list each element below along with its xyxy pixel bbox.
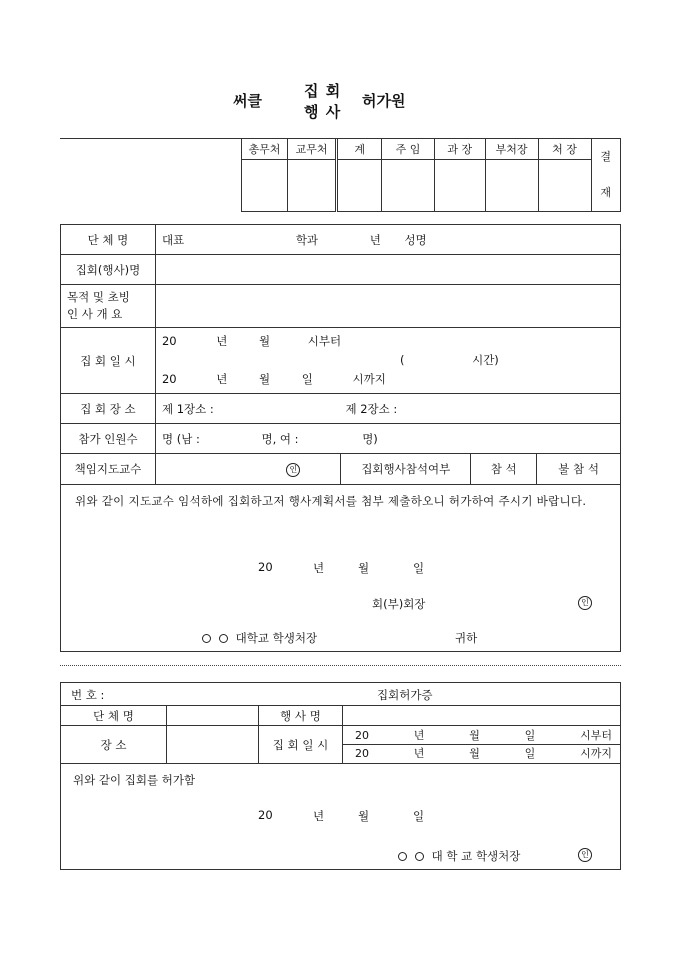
permit-org-field[interactable] — [167, 706, 259, 726]
dt-start-year: 년 — [216, 334, 228, 348]
professor-field[interactable] — [155, 454, 340, 485]
blank-circle — [219, 634, 228, 643]
permit-header-row — [61, 683, 621, 706]
place-label: 집 회 장 소 — [61, 394, 156, 424]
recipient-suffix: 귀하 — [455, 631, 478, 645]
approval-cell[interactable] — [337, 159, 382, 211]
approval-cell[interactable] — [242, 159, 288, 211]
datetime-label: 집 회 일 시 — [61, 328, 156, 394]
request-body — [61, 485, 621, 652]
approval-cell[interactable] — [434, 159, 485, 211]
dt-end-20: 20 — [161, 372, 177, 386]
approval-header: 교무처 — [287, 139, 336, 160]
attendees-label: 참가 인원수 — [61, 424, 156, 454]
dt-start-month: 월 — [259, 334, 271, 348]
title-bottom: 행 사 — [304, 103, 342, 121]
approval-side — [591, 139, 621, 212]
dt-end-month: 월 — [259, 372, 271, 386]
req-date-day: 일 — [413, 561, 425, 575]
permit-event-field[interactable] — [343, 706, 621, 726]
org-label: 단 체 명 — [61, 225, 156, 255]
permit-issuer — [394, 848, 520, 864]
approval-header: 주 임 — [382, 139, 435, 160]
permit-title: 집회허가증 — [377, 688, 433, 702]
title-suffix: 허가원 — [362, 92, 406, 110]
req-date-year: 년 — [313, 561, 325, 575]
req-date-month: 월 — [358, 561, 370, 575]
event-name-label: 집회(행사)명 — [61, 255, 156, 285]
approval-cell[interactable] — [382, 159, 435, 211]
event-name-field[interactable] — [155, 255, 620, 285]
permit-org-label: 단 체 명 — [61, 706, 167, 726]
approval-header: 과 장 — [434, 139, 485, 160]
request-text: 위와 같이 지도교수 임석하에 집회하고저 행사계획서를 첨부 제출하오니 허가하여 주시기 바랍니다. — [75, 494, 587, 508]
permit-issuer-label: 대 학 교 학생처장 — [431, 849, 521, 863]
pdt-r1-year: 년 — [413, 729, 425, 742]
attend-label: 집회행사참석여부 — [341, 454, 471, 485]
recipient — [198, 630, 317, 646]
president-label: 회(부)회장 — [372, 597, 426, 611]
approval-cell[interactable] — [485, 159, 538, 211]
blank-circle — [202, 634, 211, 643]
permit-event-label: 행 사 명 — [259, 706, 343, 726]
permit-number-label: 번 호 : — [71, 688, 105, 702]
pdt-r1-month: 월 — [469, 729, 480, 742]
permit-place-label: 장 소 — [61, 726, 167, 764]
permit-date-day: 일 — [413, 809, 425, 823]
purpose-field[interactable] — [155, 285, 620, 328]
cut-line — [60, 665, 621, 666]
application-table — [60, 224, 621, 652]
dt-end-year: 년 — [216, 372, 228, 386]
president-seal: 인 — [578, 596, 592, 610]
datetime-field[interactable] — [155, 328, 620, 394]
permit-date-month: 월 — [358, 809, 370, 823]
approval-cell[interactable] — [538, 159, 591, 211]
approval-side-bottom: 재 — [600, 186, 612, 199]
att-female: 명) — [362, 431, 378, 446]
att-male: 명, 여 : — [261, 431, 299, 446]
org-dept: 학과 — [295, 232, 319, 247]
dt-end-day: 일 — [301, 372, 313, 386]
permit-place-field[interactable] — [167, 726, 259, 764]
permit-date-year: 년 — [313, 809, 325, 823]
approval-header: 처 장 — [538, 139, 591, 160]
pdt-r2-year: 년 — [413, 747, 425, 760]
pdt-r2-20: 20 — [355, 747, 369, 760]
approval-side-top: 결 — [600, 150, 612, 163]
approval-table — [241, 138, 621, 212]
attendees-field[interactable] — [155, 424, 620, 454]
purpose-label-1: 목적 및 초빙 — [67, 290, 130, 304]
place-field[interactable] — [155, 394, 620, 424]
pdt-r2-day: 일 — [524, 747, 536, 760]
attend-yes[interactable]: 참 석 — [471, 454, 537, 485]
place-1: 제 1장소 : — [161, 401, 214, 416]
purpose-label — [61, 285, 156, 328]
org-name: 성명 — [404, 232, 427, 247]
req-date-20: 20 — [258, 560, 273, 574]
pdt-r1-20: 20 — [355, 729, 369, 742]
permit-seal: 인 — [578, 848, 592, 862]
permit-table — [60, 682, 621, 870]
approval-header: 부처장 — [485, 139, 538, 160]
attend-no[interactable]: 불 참 석 — [537, 454, 621, 485]
blank-circle — [415, 852, 424, 861]
approval-cell[interactable] — [287, 159, 336, 211]
pdt-r1-day: 일 — [524, 729, 536, 742]
permit-date-20: 20 — [258, 808, 273, 822]
dt-start-20: 20 — [161, 334, 177, 348]
dt-end-until: 시까지 — [352, 372, 386, 386]
dt-start-from: 시부터 — [307, 334, 342, 348]
approval-header: 계 — [337, 139, 382, 160]
permit-body — [61, 764, 621, 870]
seal-mark: 인 — [286, 463, 300, 477]
pdt-r2-month: 월 — [469, 747, 480, 760]
pdt-r2-until: 시까지 — [580, 747, 612, 760]
professor-label: 책임지도교수 — [61, 454, 156, 485]
dt-hours: 시간) — [472, 353, 499, 367]
permit-datetime-field[interactable] — [343, 726, 621, 764]
org-rep: 대표 — [161, 232, 185, 247]
title-prefix: 써클 — [233, 92, 262, 110]
dt-hours-open: ( — [399, 353, 405, 367]
permit-datetime-label: 집 회 일 시 — [259, 726, 343, 764]
place-2: 제 2장소 : — [345, 401, 398, 416]
permit-text: 위와 같이 집회를 허가함 — [73, 773, 196, 787]
purpose-label-2: 인 사 개 요 — [67, 307, 123, 321]
blank-circle — [398, 852, 407, 861]
recipient-prefix: 대학교 학생처장 — [235, 631, 318, 645]
approval-header: 총무처 — [242, 139, 288, 160]
title-top: 집 회 — [304, 82, 342, 100]
att-total: 명 (남 : — [161, 431, 200, 446]
org-field[interactable] — [155, 225, 620, 255]
org-year: 년 — [369, 232, 381, 247]
pdt-r1-from: 시부터 — [580, 729, 612, 742]
